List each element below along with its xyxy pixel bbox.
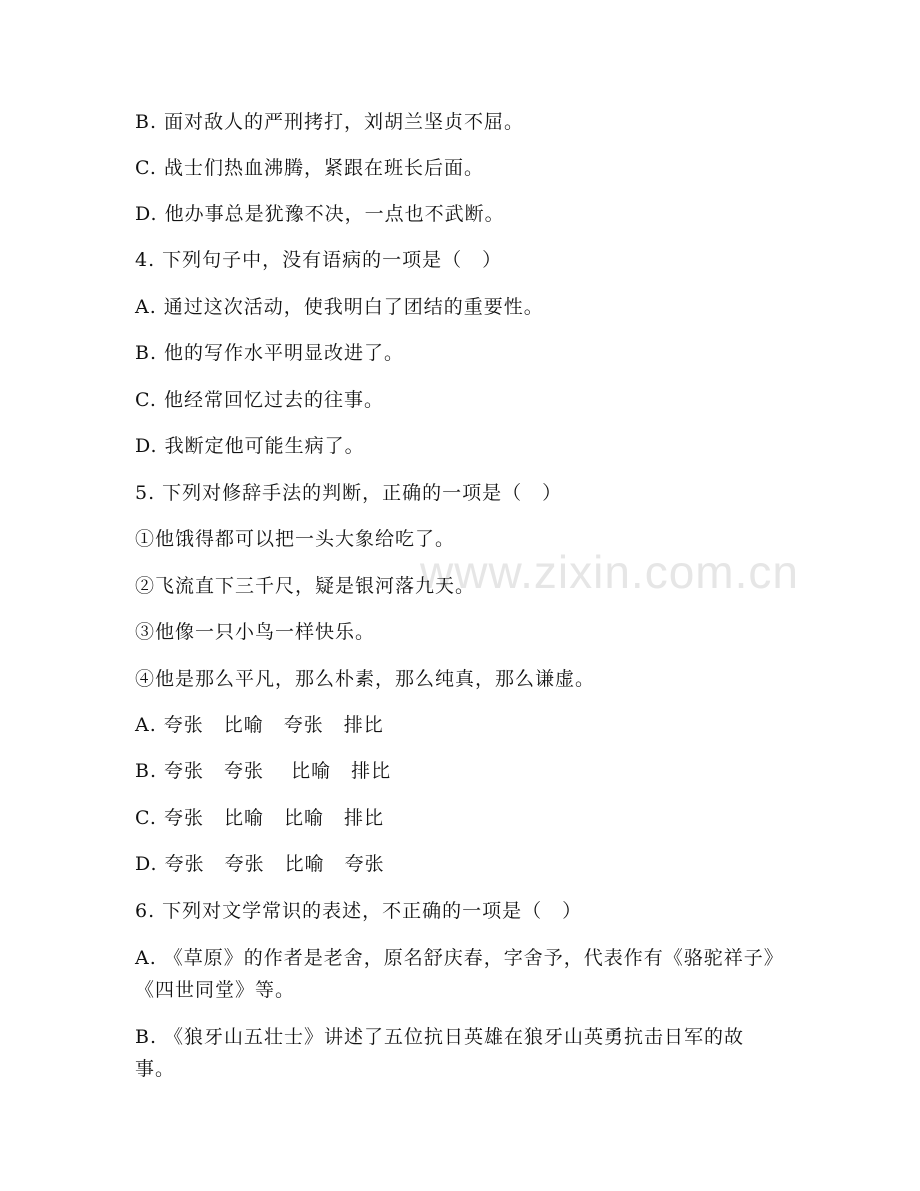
sentence-1: ①他饿得都可以把一头大象给吃了。 bbox=[135, 528, 456, 550]
option-c-q5: C. 夸张 比喻 比喻 排比 bbox=[135, 807, 384, 829]
option-c-q4: C. 他经常回忆过去的往事。 bbox=[135, 389, 384, 411]
option-d-q3: D. 他办事总是犹豫不决，一点也不武断。 bbox=[135, 203, 505, 225]
sentence-3: ③他像一只小鸟一样快乐。 bbox=[135, 621, 376, 643]
option-b-q5: B. 夸张 夸张 比喻 排比 bbox=[135, 760, 392, 782]
sentence-4: ④他是那么平凡，那么朴素，那么纯真，那么谦虚。 bbox=[135, 668, 596, 690]
option-c-q3: C. 战士们热血沸腾，紧跟在班长后面。 bbox=[135, 157, 484, 179]
watermark: www.zixin.com.cn bbox=[420, 546, 799, 598]
option-b-q3: B. 面对敌人的严刑拷打，刘胡兰坚贞不屈。 bbox=[135, 111, 525, 133]
option-a-q6: A. 《草原》的作者是老舍，原名舒庆春，字舍予，代表作有《骆驼祥子》《四世同堂》等。 bbox=[135, 947, 775, 1001]
option-d-q4: D. 我断定他可能生病了。 bbox=[135, 435, 365, 457]
option-d-q5: D. 夸张 夸张 比喻 夸张 bbox=[135, 853, 385, 875]
question-4: 4. 下列句子中，没有语病的一项是（ ） bbox=[135, 249, 503, 271]
option-b-q6: B. 《狼牙山五壮士》讲述了五位抗日英雄在狼牙山英勇抗击日军的故事。 bbox=[135, 1026, 745, 1080]
option-a-q5: A. 夸张 比喻 夸张 排比 bbox=[135, 714, 384, 736]
question-6: 6. 下列对文学常识的表述，不正确的一项是（ ） bbox=[135, 900, 583, 922]
question-5: 5. 下列对修辞手法的判断，正确的一项是（ ） bbox=[135, 482, 563, 504]
option-a-q4: A. 通过这次活动，使我明白了团结的重要性。 bbox=[135, 296, 544, 318]
sentence-2: ②飞流直下三千尺，疑是银河落九天。 bbox=[135, 575, 476, 597]
option-b-q4: B. 他的写作水平明显改进了。 bbox=[135, 342, 405, 364]
